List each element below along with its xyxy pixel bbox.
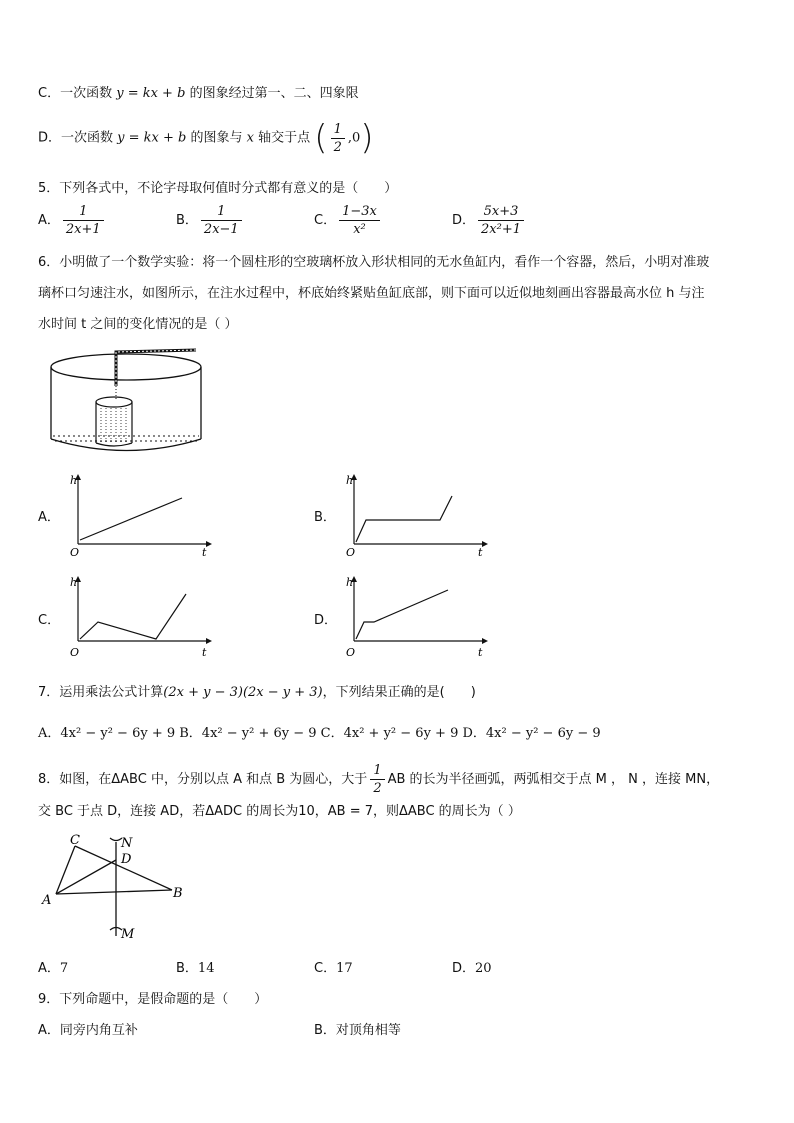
q6-stem-line1: 6．小明做了一个数学实验：将一个圆柱形的空玻璃杯放入形状相同的无水鱼缸内，看作一个容器，然后，小明对准玻 [38,255,710,270]
svg-text:h: h [346,474,354,487]
aquarium-figure [46,342,206,454]
q8-option-a: A．7 [38,961,69,976]
q9-option-a: A．同旁内角互补 [38,1023,138,1038]
q5-option-a: A． $\frac{1}{2x+1}$ [38,203,107,238]
q5-option-b: B． $\frac{1}{2x-1}$ [176,203,245,238]
svg-text:O: O [70,646,80,659]
svg-text:h: h [70,474,78,487]
q6-option-b-label: B． [314,510,336,525]
q4-d-expression: y = kx + b [117,130,187,146]
q6-option-c-label: C． [38,613,61,628]
svg-text:O: O [70,546,80,559]
q6-graph-b [340,470,490,560]
q6-graph-d [340,572,490,662]
svg-text:O: O [346,646,356,659]
q6-option-a-label: A． [38,510,60,525]
q8-triangle-figure [38,830,198,945]
q8-option-d: D．20 [452,961,492,976]
q8-option-b: B．14 [176,961,215,976]
svg-text:N: N [121,836,133,851]
svg-text:t: t [202,646,207,659]
svg-text:t: t [478,546,483,559]
q4-option-d: D．一次函数 y = kx + b 的图象与 x 轴交于点 ( $\frac{1}{2}$ ,0) [38,118,374,158]
q8-half-fraction: $\frac{1}{2}$ [370,762,384,797]
svg-text:D: D [121,852,132,867]
q5-option-c: C． $\frac{1-3x}{\text{x²}}$ [314,203,383,238]
q6-option-d-label: D． [314,613,338,628]
svg-text:O: O [346,546,356,559]
q4-option-c: C．一次函数 y = kx + b 的图象经过第一、二、四象限 [38,86,359,101]
q8-stem-line1: 8．如图，在ΔABC 中，分别以点 A 和点 B 为圆心，大于 $\frac{1}{2}$ AB 的长为半径画弧，两弧相交于点 M ， N ，连接 MN， [38,763,720,796]
q7-stem: 7．运用乘法公式计算(2x + y − 3)(2x − y + 3)，下列结果正确的是( ) [38,685,476,700]
q8-option-c: C．17 [314,961,353,976]
svg-text:A: A [42,893,52,908]
q8-stem-line2: 交 BC 于点 D，连接 AD，若ΔADC 的周长为10，AB = 7，则ΔABC 的周长为（ ） [38,804,521,819]
q4-d-point-fraction: $\frac{1}{2}$ [331,121,345,156]
q7-answers: A．4x² − y² − 6y + 9 B．4x² − y² + 6y − 9 C．4x² + y² − 6y + 9 D．4x² − y² − 6y − 9 [38,726,601,741]
q5-stem: 5．下列各式中，不论字母取何值时分式都有意义的是（ ） [38,181,398,196]
q9-option-b: B．对顶角相等 [314,1023,401,1038]
svg-text:M: M [121,927,135,942]
q6-graph-c [64,572,214,662]
svg-text:h: h [70,576,78,589]
q9-stem: 9．下列命题中，是假命题的是（ ） [38,992,268,1007]
q4-c-expression: y = kx + b [116,86,186,101]
svg-text:t: t [202,546,207,559]
q6-stem-line2: 璃杯口匀速注水，如图所示，在注水过程中，杯底始终紧贴鱼缸底部，则下面可以近似地刻画出容器最高水位 h 与注 [38,286,705,301]
svg-text:B: B [173,886,183,901]
q5-option-d: D． $\frac{5x+3}{\text{2x²+1}}$ [452,203,527,238]
svg-text:C: C [70,833,80,848]
svg-text:t: t [478,646,483,659]
q6-graph-a [64,470,214,560]
q6-stem-line3: 水时间 t 之间的变化情况的是（ ） [38,317,238,332]
svg-text:h: h [346,576,354,589]
